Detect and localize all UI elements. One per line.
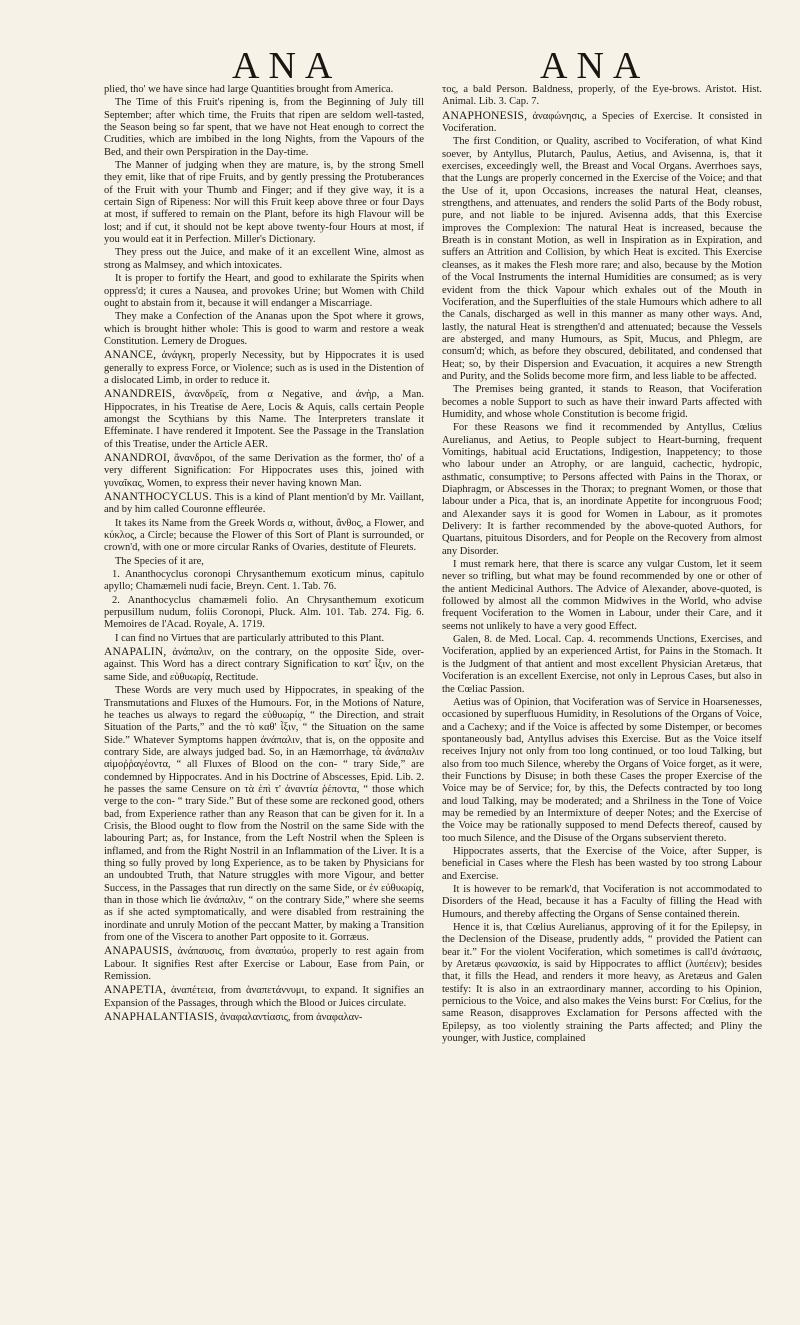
- entry-text: ἀνάπαυσις, from ἀναπαύω, properly to rest again from Labour. It signifies Rest after Exercise or Labour, Ease from Pain, or Remission.: [104, 946, 424, 983]
- body-paragraph: Hence it is, that Cœlius Aurelianus, approving of it for the Epilepsy, in the Declension of the Disease, prudently adds, “ provided the Patient can bear it.” For the violent Vociferation, which sometimes is call'd ἀνάτασις, by Aretæus φωνασκία, is said by Hippocrates to afflict (λυπέειν); besides that, it fills the Head, and renders it more heavy, as Aretæus and Galen testify: It is also in an extraordinary manner, according to his Opinion, pernicious to the Voice, and also makes the Veins burst: For Cœlius, for the same Reason, disapproves Exclamation for Persons affected with the Epilepsy, as too violently straining the Parts affected; and Pliny the younger, with Justice, complained: [442, 922, 762, 1045]
- entry-headword: ANANDROI,: [104, 451, 171, 464]
- entry-text: ἀναπέτεια, from ἀναπετάννυμι, to expand. It signifies an Expansion of the Passages, through which the Blood or Juices circulate.: [104, 985, 424, 1009]
- running-head-right: ANA: [540, 45, 650, 87]
- body-paragraph: τος, a bald Person. Baldness, properly, of the Eye-brows. Aristot. Hist. Animal. Lib. 3. Cap. 7.: [442, 84, 762, 108]
- entry-text: ἄνανδροι, of the same Derivation as the former, tho' of a very different Signification: For Hippocrates uses this, joined with γυναῖκας, Women, to express their never having known Man.: [104, 452, 424, 489]
- body-paragraph: The Species of it are,: [115, 555, 204, 567]
- dictionary-entry: [104, 452, 424, 490]
- entry-headword: ANANCE,: [104, 349, 157, 362]
- body-paragraph: I must remark here, that there is scarce any vulgar Custom, let it seem never so trifling, but what may be found recommended by one or other of the antient Medicinal Authors. The Advice of Alexander, above-quoted, is followed by almost all the common Midwives in the World, who advise frequent Vociferation to the Women in Labour, under their Care, and it seems not unlikely to have a very good Effect.: [442, 559, 762, 632]
- body-paragraph: It is proper to fortify the Heart, and good to exhilarate the Spirits when oppress'd; it cures a Nausea, and provokes Urine; but Women with Child ought to abstain from it, because it will endanger a Miscarriage.: [104, 273, 424, 309]
- running-head-left: ANA: [232, 45, 342, 87]
- body-paragraph: plied, tho' we have since had large Quantities brought from America.: [104, 84, 394, 95]
- dictionary-entry: [104, 1011, 424, 1024]
- entry-headword: ANAPHONESIS,: [442, 109, 528, 122]
- body-paragraph: Galen, 8. de Med. Local. Cap. 4. recommends Unctions, Exercises, and Vociferation, applied by an experienced Artist, for Pains in the Stomach. It is the Judgment of that antient and most excellent Physician Aretæus, that Vociferation is an excellent Exercise, not only in Leprous Cases, but also in the Cœliac Passion.: [442, 634, 762, 695]
- body-paragraph: For these Reasons we find it recommended by Antyllus, Cœlius Aurelianus, and Aetius, to People subject to Heart-burning, frequent Vomitings, habitual acid Eructations, Indigestion, Inappetency; to those who labour under an Atrophy, or are languid, cachectic, hydropic, asthmatic, consumptive; to Persons affected with Pains in the Thorax, or Diaphragm, or Abscesses in the Thorax; to pregnant Women, or those that labour under a Pica, that is, an inordinate Appetite for incongruous Food; and Alexander says it is good for Women in Labour, as it promotes Delivery: It is farther recommended by the above-quoted Authors, for Quartans, pituitous Disorders, and for People on the Recovery from almost any Disorder.: [442, 422, 762, 557]
- dictionary-entry: [442, 110, 762, 136]
- entry-text: ἀνάγκη, properly Necessity, but by Hippocrates it is used generally to express Force, or Violence; such as is used in the Distention of a dislocated Limb, in order to reduce it.: [104, 350, 424, 386]
- entry-text: ἀναφώνησις, a Species of Exercise. It consisted in Vociferation.: [442, 110, 762, 135]
- body-paragraph: Aetius was of Opinion, that Vociferation was of Service in Hoarsenesses, occasioned by superfluous Humidity, in Resolutions of the Organs of Voice, and a Cachexy; and if the Voice is affected by some Distemper, or becomes spontaneously bad, Antyllus advises this Exercise. But as the Voice itself receives Injury not only from too long continued, or too loud Talking, but also from too much Silence, whereby the Organs of Voice forget, as it were, their Functions by Disuse; in both these Cases the proper Exercise of the Voice may be of Service; for, by this, the Defects contracted by too long and loud Talking, may be moderated; and a Shrilness in the Tone of Voice may be remedied by an Intermixture of deeper Notes; and the Exercise of the Voice may be rationally supposed to mend Defects thereof, caused by too much Silence, and the Disuse of the Organs subservient thereto.: [442, 696, 762, 844]
- entry-headword: ANAPAUSIS,: [104, 945, 173, 958]
- entry-text: ἀνανδρεῖς, from α Negative, and ἀνὴρ, a Man. Hippocrates, in his Treatise de Aere, Locis & Aquis, calls certain People amongst the Scythians by this Name. The Interpreters translate it Effeminate. I have rendered it Impotent. See the Passage in the Translation of this Treatise, under the Article AER.: [104, 389, 424, 450]
- body-paragraph: It takes its Name from the Greek Words α, without, ἄνθος, a Flower, and κύκλος, a Circle; because the Flower of this Sort of Plant is surrounded, or crown'd, with one or more circular Ranks of Ovaries, destitute of Fleurets.: [104, 517, 424, 554]
- dictionary-entry: [104, 388, 424, 451]
- body-paragraph: The Time of this Fruit's ripening is, from the Beginning of July till September; after which time, the Fruits that ripen are seldom well-tasted, the Season being so far spent, that we have not Heat enough to correct the Crudities, which are imbibed in the long Nights, from the Vapours of the Bed, and their own Perspiration in the Day-time.: [104, 97, 424, 158]
- body-paragraph: They make a Confection of the Ananas upon the Spot where it grows, which is brought hither whole: This is good to warm and restore a weak Constitution. Lemery de Drogues.: [104, 311, 424, 347]
- entry-headword: ANAPALIN,: [104, 646, 167, 659]
- species-list-item: 1. Ananthocyclus coronopi Chrysanthemum exoticum minus, capitulo apyllo; Chamæmeli nudi facie, Breyn. Cent. 1. Tab. 76.: [104, 569, 424, 593]
- dictionary-entry: [104, 984, 424, 1010]
- dictionary-entry: [104, 945, 424, 983]
- dictionary-entry: [104, 646, 424, 684]
- body-paragraph: They press out the Juice, and make of it an excellent Wine, almost as strong as Malmsey, and which intoxicates.: [104, 247, 424, 271]
- entry-headword: ANANDREIS,: [104, 388, 176, 401]
- entry-text: ἀνάπαλιν, on the contrary, on the opposite Side, over-against. This Word has a direct contrary Signification to κατ' ἶξιν, on the same Side, and εὐθυωρίᾳ, Rectitude.: [104, 647, 424, 683]
- entry-text: ἀναφαλαντίασις, from ἀναφαλαν-: [217, 1012, 363, 1024]
- entry-text: This is a kind of Plant mention'd by Mr. Vaillant, and by him called Couronne effleurée.: [104, 492, 424, 516]
- body-paragraph: Hippocrates asserts, that the Exercise of the Voice, after Supper, is beneficial in Cases where the Flesh has been wasted by too strong Labour and Exercise.: [442, 845, 762, 882]
- body-paragraph: These Words are very much used by Hippocrates, in speaking of the Transmutations and Fluxes of the Humours. For, in the Motions of Nature, he teaches us always to regard the εὐθυωρίᾳ, “ the Direction, and strait Situation of the Parts,” and the τὸ καθ' ἶξιν, “ the Situation on the same Side.” Whatever Symptoms happen ἀνάπαλιν, that is, on the opposite and contrary Side, are always judged bad. So, in an Hæmorrhage, τὰ ἀνάπαλιν αἱμοῤῥαγέοντα, “ all Fluxes of Blood on the con- “ trary Side,” are condemned by Hippocrates. And in his Doctrine of Abscesses, Epid. Lib. 2. he passes the same Censure on τὰ ἐπὶ τ' ἀναντία ῥέποντα, “ those which verge to the con- “ trary Side.” But of these some are reckoned good, others bad, from Experience rather than any Reason that can be given for it. In a Crisis, the Blood ought to flow from the Nostril on the same Side with the labouring Part; as, for Instance, from the Left Nostril when the Spleen is inflamed, and from the Right Nostril in an Inflammation of the Liver. It is a thing so fully proved by long Experience, as to be taken by Physicians for an undoubted Truth, that Nature struggles with more Vigour, and better Success, in the Passages that run directly on the same Side, or ἐν εὐθυωρίᾳ, than in those which lie ἀνάπαλιν, “ on the contrary Side,” where she seems as if she acted symptomatically, and were disabled from restraining the inordinate and unruly Motion of the peccant Matter, by making a Transition from one of the Viscera to another Part opposite to it. Gorræus.: [104, 685, 424, 944]
- entry-headword: ANANTHOCYCLUS.: [104, 491, 212, 503]
- body-paragraph: The Premises being granted, it stands to Reason, that Vociferation becomes a noble Support to such as have their inward Parts affected with Humidity, and whose whole Constitution is become frigid.: [442, 384, 762, 420]
- left-column: [104, 84, 424, 1316]
- dictionary-entry: [104, 491, 424, 517]
- entry-headword: ANAPETIA,: [104, 984, 167, 997]
- right-column: [442, 84, 762, 1316]
- body-paragraph: It is however to be remark'd, that Vociferation is not accommodated to Disorders of the Head, because it has a Faculty of filling the Head with Humours, and thereby affecting the Organs of Sense contained therein.: [442, 884, 762, 920]
- entry-headword: ANAPHALANTIASIS,: [104, 1011, 218, 1024]
- body-paragraph: The first Condition, or Quality, ascribed to Vociferation, of what Kind soever, by Antyllus, Plutarch, Paulus, Aetius, and Avisenna, is, that it exercises, exceedingly well, the Breast and Vocal Organs. Averrhoes says, that the Lungs are properly concerned in the Exercise of the Voice; and that the Use of it, upon Occasions, increases the natural Heat, cleanses, strengthens, and attenuates, and renders the solid Parts of the Body robust, pure, and not liable to be injured. Avisenna adds, that this Exercise improves the Complexion: The natural Heat is increased, because the Breath is in constant Motion, as well in Inspiration as in Expiration, and suffers an Attrition and Collision, by which Heat is excited. This Exercise cleanses, as it makes the Flesh more rare; and also, because by the Motion of the Vocal Instruments the internal Humidities are consumed; as is very evident from the thick Vapour which exhales out of the Mouth in Vociferation, and the Superfluities of the stale Humours which adhere to all the Canals, discharged as well in this manner as many other ways. And, lastly, the natural Heat is strengthen'd and attenuated; because the Vessels are absterged, and many Humours, as Spit, Mucus, and Phlegm, are consum'd; which, as before they obscured, debilitated, and condensed that Heat; so, by their Dispersion and Evacuation, it acquires a new Strength and Purity, and the Solids become more firm, and less liable to be affected.: [442, 136, 762, 382]
- body-paragraph: I can find no Virtues that are particularly attributed to this Plant.: [115, 632, 385, 644]
- body-paragraph: The Manner of judging when they are mature, is, by the strong Smell they emit, like that of ripe Fruits, and by gently pressing the Protuberances of the Fruit with your Thumb and Finger; and if they give way, it is a certain Sign of Ripeness: Nor will this Fruit keep above three or four Days at most, if suffered to remain on the Plant, before its high Flavour will be lost; and if cut, it should not be kept above twenty-four Hours at most, if you would eat it in Perfection. Miller's Dictionary.: [104, 160, 424, 246]
- dictionary-entry: [104, 349, 424, 387]
- species-list-item: 2. Ananthocyclus chamæmeli folio. An Chrysanthemum exoticum perpusillum nudum, foliis Coronopi, Pluck. Alm. 101. Tab. 274. Fig. 6. Memoires de l'Acad. Royale, A. 1719.: [104, 594, 424, 631]
